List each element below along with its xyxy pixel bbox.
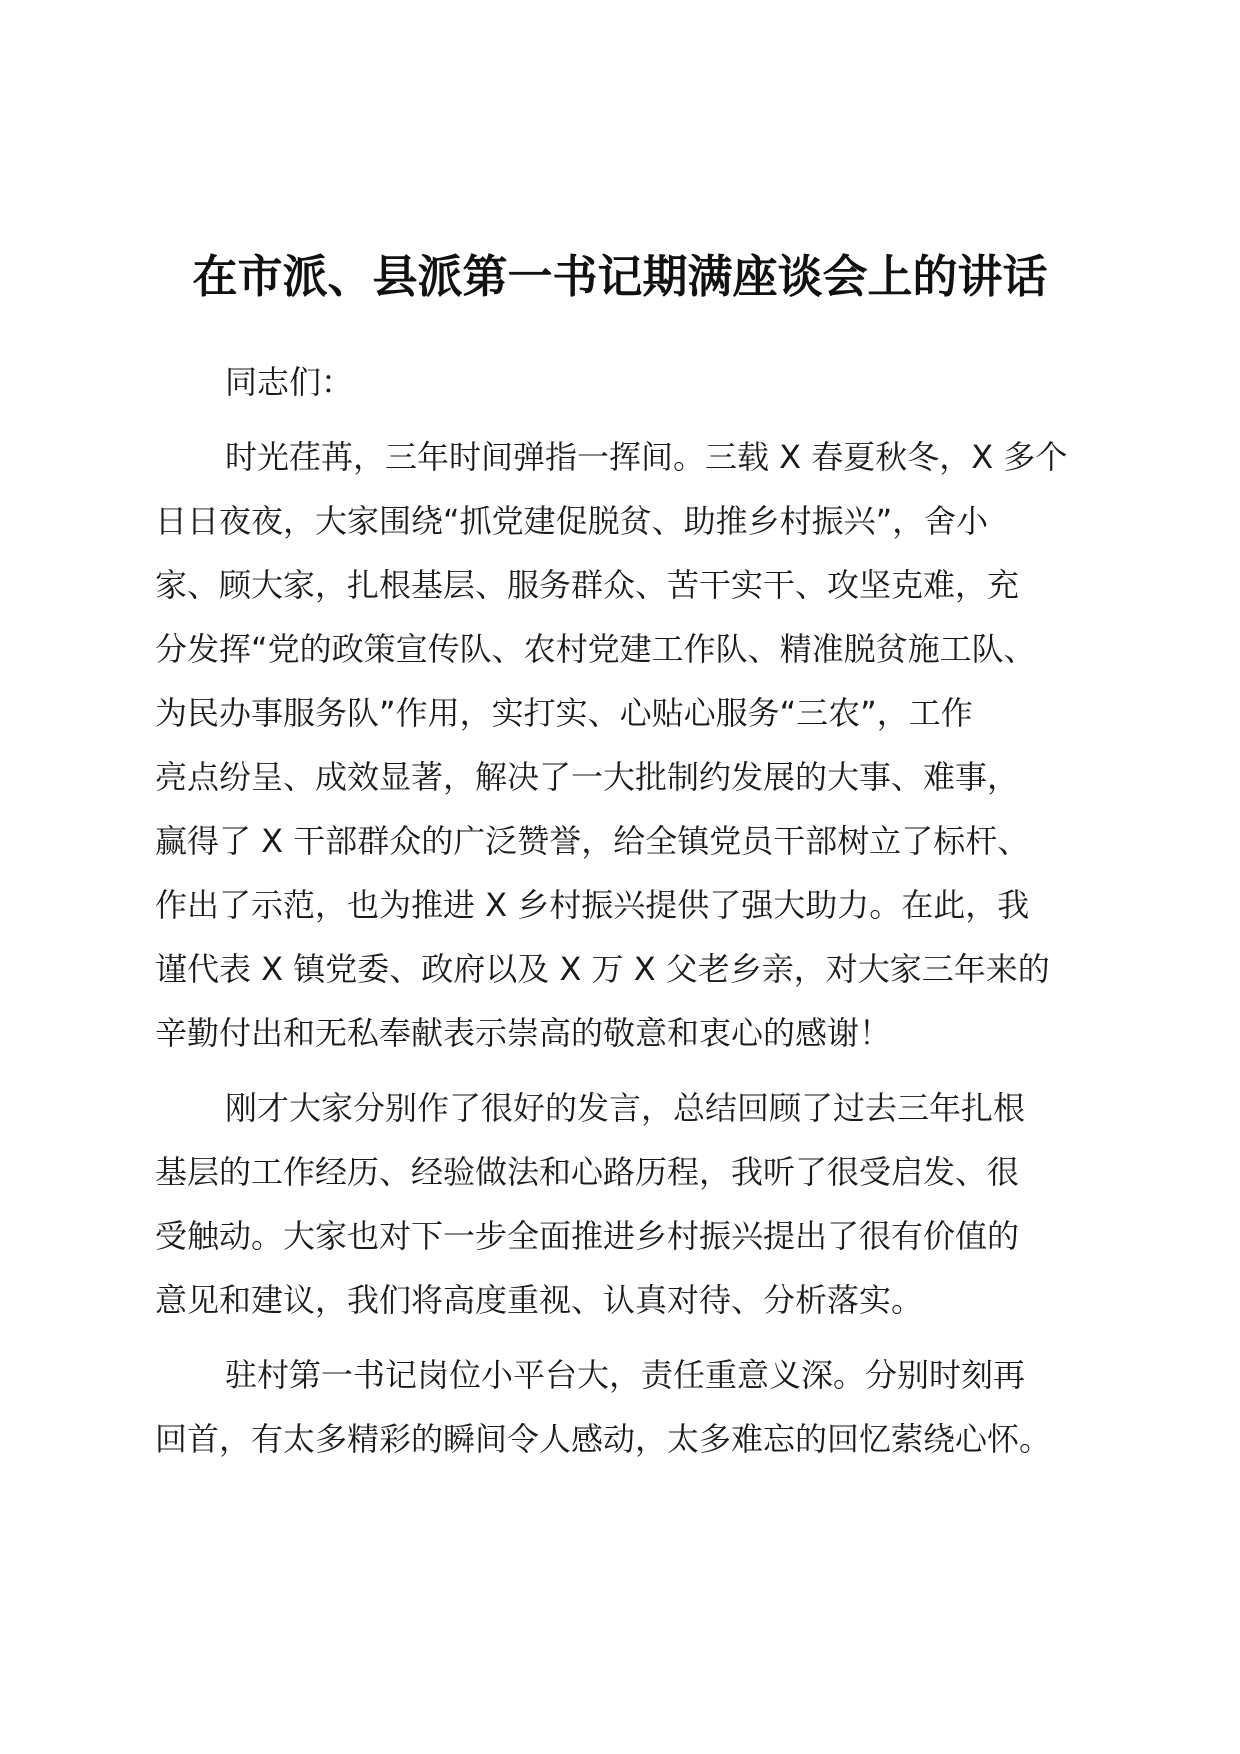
paragraph-line: 时光荏苒，三年时间弹指一挥间。三载 X 春夏秋冬，X 多个: [225, 438, 1068, 476]
salutation-paragraph: [155, 350, 1095, 414]
paragraph-line: 谨代表 X 镇党委、政府以及 X 万 X 父老乡亲，对大家三年来的: [155, 950, 1050, 988]
paragraph-line: 亮点纷呈、成效显著，解决了一大批制约发展的大事、难事，: [155, 758, 1020, 796]
paragraph-line: 为民办事服务队”作用，实打实、心贴心服务“三农”，工作: [155, 694, 973, 732]
paragraph-line: 日日夜夜，大家围绕“抓党建促脱贫、助推乡村振兴”，舍小: [155, 502, 989, 540]
paragraph-1: [155, 425, 1095, 1065]
paragraph-line: 赢得了 X 干部群众的广泛赞誉，给全镇党员干部树立了标杆、: [155, 822, 1030, 860]
paragraph-line: 回首，有太多精彩的瞬间令人感动，太多难忘的回忆萦绕心怀。: [155, 1420, 1052, 1458]
paragraph-line: 家、顾大家，扎根基层、服务群众、苦干实干、攻坚克难，充: [155, 566, 1020, 604]
paragraph-line: 意见和建议，我们将高度重视、认真对待、分析落实。: [155, 1281, 924, 1319]
paragraph-3: [155, 1343, 1095, 1471]
paragraph-line: 基层的工作经历、经验做法和心路历程，我听了很受启发、很: [155, 1153, 1020, 1191]
paragraph-line: 驻村第一书记岗位小平台大，责任重意义深。分别时刻再: [225, 1356, 1026, 1394]
paragraph-line: 分发挥“党的政策宣传队、农村党建工作队、精准脱贫施工队、: [155, 630, 1036, 668]
paragraph-line: 辛勤付出和无私奉献表示崇高的敬意和衷心的感谢！: [155, 1014, 892, 1052]
salutation: 同志们：: [225, 363, 354, 401]
paragraph-line: 刚才大家分别作了很好的发言，总结回顾了过去三年扎根: [225, 1089, 1026, 1127]
paragraph-2: [155, 1076, 1095, 1332]
document-title: 在市派、县派第一书记期满座谈会上的讲话: [192, 250, 1048, 303]
document-body: [155, 350, 1095, 1471]
paragraph-line: 受触动。大家也对下一步全面推进乡村振兴提出了很有价值的: [155, 1217, 1020, 1255]
paragraph-line: 作出了示范，也为推进 X 乡村振兴提供了强大助力。在此，我: [155, 886, 1030, 924]
